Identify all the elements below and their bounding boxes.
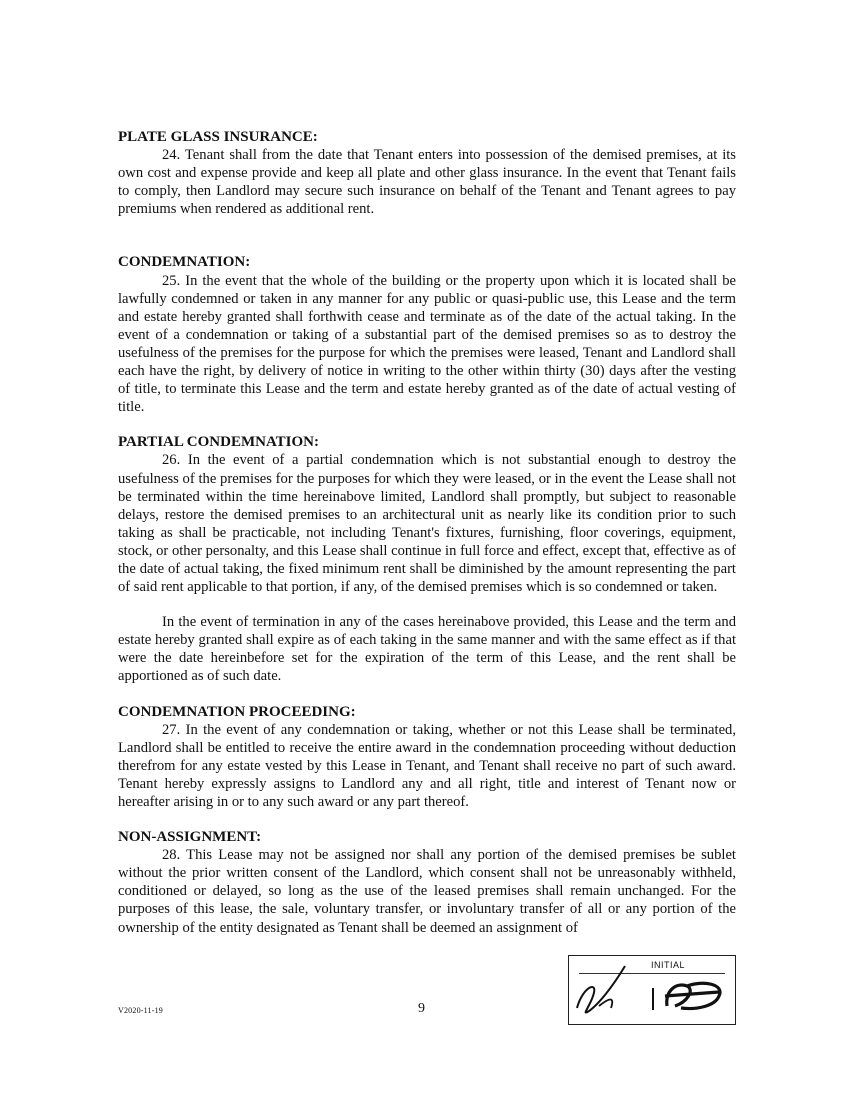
section-heading-condemnation: CONDEMNATION: bbox=[118, 254, 251, 271]
paragraph-28: 28. This Lease may not be assigned nor shall any portion of the demised premises be sublet without the prior written consent of the Landlord, which consent shall not be unreasonably withheld, conditioned or delayed, so long as the use of the leased premises shall remain unchanged. For the purposes of this lease, the sale, voluntary transfer, or involuntary transfer of all or any portion of the ownership of the entity designated as Tenant shall be deemed an assignment of bbox=[118, 847, 736, 936]
section-heading-non-assignment: NON-ASSIGNMENT: bbox=[118, 829, 262, 846]
handwritten-initials-icon bbox=[569, 956, 737, 1026]
paragraph-26: 26. In the event of a partial condemnation which is not substantial enough to destroy the usefulness of the premises for the purposes for which they were leased, or in the event the Lease shall not be terminated within the time hereinabove limited, Landlord shall promptly, but subject to reasonable delays, restore the demised premises to an architectural unit as nearly like its condition prior to such taking as shall be practicable, not including Tenant's fixtures, furnishing, floor coverings, equipment, stock, or other personalty, and this Lease shall continue in full force and effect, except that, effective as of the date of actual taking, the fixed minimum rent shall be diminished by the amount representing the part of said rent applicable to that portion, if any, of the demised premises which is so condemned or taken. bbox=[118, 452, 736, 596]
section-heading-partial-condemnation: PARTIAL CONDEMNATION: bbox=[118, 434, 320, 451]
initial-box bbox=[568, 955, 736, 1025]
paragraph-24: 24. Tenant shall from the date that Tenant enters into possession of the demised premises, at its own cost and expense provide and keep all plate and other glass insurance. In the event that Tenant fails to comply, then Landlord may secure such insurance on behalf of the Tenant and Tenant agrees to pay premiums when rendered as additional rent. bbox=[118, 147, 736, 218]
paragraph-25: 25. In the event that the whole of the building or the property upon which it is located shall be lawfully condemned or taken in any manner for any public or quasi-public use, this Lease and the term and estate hereby granted shall forthwith cease and terminate as of the date of the actual taking. In the event of a condemnation or taking of a substantial part of the demised premises so as to destroy the usefulness of the premises for the purpose for which the premises were leased, Tenant and Landlord shall each have the right, by delivery of notice in writing to the other within thirty (30) days after the vesting of title, to terminate this Lease and the term and estate hereby granted as of the date of actual vesting of title. bbox=[118, 272, 736, 416]
paragraph-termination: In the event of termination in any of the cases hereinabove provided, this Lease and the term and estate hereby granted shall expire as of each taking in the same manner and with the same effect as if that were the date hereinbefore set for the expiration of the term of this Lease, and the rent shall be apportioned as of such date. bbox=[118, 614, 736, 685]
page-number: 9 bbox=[418, 1001, 425, 1016]
initial-label: INITIAL bbox=[651, 960, 686, 970]
document-body bbox=[118, 128, 736, 937]
paragraph-27: 27. In the event of any condemnation or taking, whether or not this Lease shall be terminated, Landlord shall be entitled to receive the entire award in the condemnation proceeding without deduction therefrom for any estate vested by this Lease in Tenant, and Tenant shall receive no part of such award. Tenant hereby expressly assigns to Landlord any and all right, title and interest of Tenant now or hereafter arising in or to any such award or any part thereof. bbox=[118, 721, 736, 810]
version-label: V2020-11-19 bbox=[118, 1006, 164, 1015]
section-heading-plate-glass: PLATE GLASS INSURANCE: bbox=[118, 129, 318, 145]
section-heading-condemnation-proceeding: CONDEMNATION PROCEEDING: bbox=[118, 703, 356, 720]
